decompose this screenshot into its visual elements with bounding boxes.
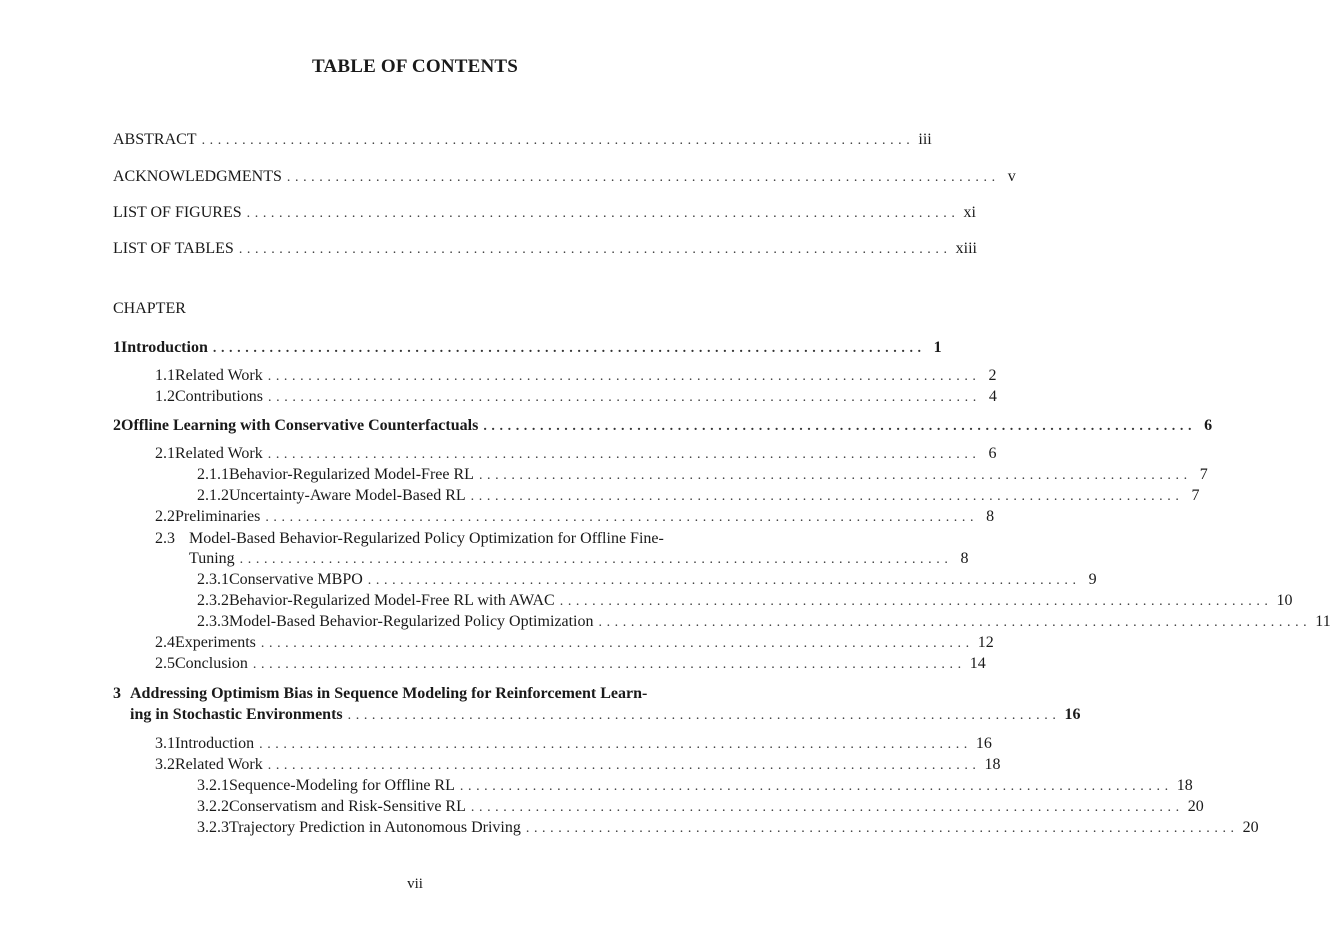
toc-subsection-3-2-2[interactable] <box>197 798 1204 820</box>
section-number: 3.1 <box>155 735 175 752</box>
chapter-number: 3 <box>113 685 121 702</box>
dot-leader: ........................................................................................ <box>246 206 960 221</box>
subsection-page: 18 <box>1176 777 1193 794</box>
toc-section-2-2[interactable] <box>155 508 995 530</box>
dot-leader: ........................................................................................ <box>267 758 981 773</box>
toc-chapter-2[interactable] <box>113 417 1213 439</box>
subsection-title: Conservatism and Risk-Sensitive RL <box>229 798 466 815</box>
toc-entry-list-of-figures[interactable] <box>113 204 976 226</box>
dot-leader: ........................................................................................ <box>478 468 1192 483</box>
toc-chapter-3-line2[interactable] <box>130 706 1081 728</box>
subsection-number: 2.3.3 <box>197 613 229 630</box>
toc-subsection-3-2-3[interactable] <box>197 819 1259 841</box>
section-page: 8 <box>986 508 995 525</box>
dot-leader: ........................................................................................ <box>267 447 981 462</box>
subsection-number: 3.2.2 <box>197 798 229 815</box>
chapter-title: Introduction <box>121 339 208 356</box>
chapter-title: Addressing Optimism Bias in Sequence Modeling for Reinforcement Learn- <box>130 685 648 702</box>
dot-leader: ........................................................................................ <box>367 573 1081 588</box>
chapter-title: Offline Learning with Conservative Counterfactuals <box>121 417 479 434</box>
subsection-title: Behavior-Regularized Model-Free RL <box>229 466 474 483</box>
dot-leader: ........................................................................................ <box>260 636 974 651</box>
section-title: Related Work <box>175 756 263 773</box>
toc-subsection-2-3-1[interactable] <box>197 571 1097 593</box>
toc-subsection-2-1-1[interactable] <box>197 466 1208 488</box>
toc-entry-page: xi <box>963 204 976 221</box>
toc-entry-label: ABSTRACT <box>113 131 197 148</box>
section-number: 1.2 <box>155 388 175 405</box>
section-page: 6 <box>988 445 997 462</box>
section-title: Preliminaries <box>175 508 261 525</box>
toc-section-2-3-line2[interactable] <box>189 550 969 572</box>
toc-chapter-1[interactable] <box>113 339 942 361</box>
toc-section-2-4[interactable] <box>155 634 994 656</box>
section-title: Model-Based Behavior-Regularized Policy Optimization for Offline Fine- <box>189 530 664 547</box>
dot-leader: ........................................................................................ <box>286 170 1000 185</box>
dot-leader: ........................................................................................ <box>212 341 926 356</box>
toc-entry-list-of-tables[interactable] <box>113 240 977 262</box>
toc-subsection-3-2-1[interactable] <box>197 777 1193 799</box>
section-page: 18 <box>984 756 1001 773</box>
section-title: Related Work <box>175 367 263 384</box>
section-page: 16 <box>975 735 992 752</box>
subsection-title: Model-Based Behavior-Regularized Policy Optimization <box>229 613 594 630</box>
toc-entry-label: LIST OF TABLES <box>113 240 234 257</box>
subsection-page: 11 <box>1315 613 1331 630</box>
toc-section-3-1[interactable] <box>155 735 992 757</box>
dot-leader: ........................................................................................ <box>252 657 966 672</box>
chapter-page: 1 <box>933 339 942 356</box>
section-title-continued: Tuning <box>189 550 235 567</box>
section-page: 14 <box>969 655 986 672</box>
section-number: 3.2 <box>155 756 175 773</box>
subsection-number: 2.3.2 <box>197 592 229 609</box>
section-title: Conclusion <box>175 655 248 672</box>
toc-section-2-3-line1[interactable] <box>155 530 664 548</box>
dot-leader: ........................................................................................ <box>483 419 1197 434</box>
subsection-page: 20 <box>1187 798 1204 815</box>
toc-entry-label: LIST OF FIGURES <box>113 204 242 221</box>
section-number: 1.1 <box>155 367 175 384</box>
chapter-title-continued: ing in Stochastic Environments <box>130 706 343 723</box>
dot-leader: ........................................................................................ <box>559 594 1273 609</box>
section-number: 2.3 <box>155 530 175 547</box>
section-number: 2.2 <box>155 508 175 525</box>
dot-leader: ........................................................................................ <box>265 510 979 525</box>
toc-section-1-2[interactable] <box>155 388 997 410</box>
subsection-page: 7 <box>1199 466 1208 483</box>
subsection-number: 2.1.1 <box>197 466 229 483</box>
section-title: Contributions <box>175 388 264 405</box>
subsection-number: 2.1.2 <box>197 487 229 504</box>
chapter-page: 16 <box>1064 706 1081 723</box>
toc-entry-acknowledgments[interactable] <box>113 168 1016 190</box>
subsection-title: Sequence-Modeling for Offline RL <box>229 777 455 794</box>
section-title: Introduction <box>175 735 255 752</box>
toc-chapter-3-line1[interactable] <box>113 685 647 703</box>
dot-leader: ........................................................................................ <box>268 390 981 405</box>
toc-entry-page: iii <box>918 131 932 148</box>
section-title: Experiments <box>175 634 256 651</box>
section-number: 2.4 <box>155 634 175 651</box>
toc-entry-page: xiii <box>955 240 977 257</box>
toc-subsection-2-1-2[interactable] <box>197 487 1200 509</box>
subsection-number: 3.2.3 <box>197 819 229 836</box>
toc-section-3-2[interactable] <box>155 756 1001 778</box>
dot-leader: ........................................................................................ <box>525 821 1239 836</box>
section-page: 2 <box>988 367 997 384</box>
subsection-page: 7 <box>1191 487 1200 504</box>
dot-leader: ........................................................................................ <box>470 489 1184 504</box>
dot-leader: ........................................................................................ <box>470 800 1184 815</box>
dot-leader: ........................................................................................ <box>347 708 1061 723</box>
subsection-number: 3.2.1 <box>197 777 229 794</box>
toc-subsection-2-3-3[interactable] <box>197 613 1331 635</box>
page-number: vii <box>407 876 423 892</box>
toc-subsection-2-3-2[interactable] <box>197 592 1293 614</box>
section-title: Related Work <box>175 445 263 462</box>
toc-section-2-5[interactable] <box>155 655 986 677</box>
toc-section-1-1[interactable] <box>155 367 997 389</box>
toc-section-2-1[interactable] <box>155 445 997 467</box>
section-number: 2.1 <box>155 445 175 462</box>
toc-entry-label: ACKNOWLEDGMENTS <box>113 168 282 185</box>
chapter-page: 6 <box>1204 417 1213 434</box>
subsection-title: Trajectory Prediction in Autonomous Driving <box>229 819 521 836</box>
dot-leader: ........................................................................................ <box>459 779 1173 794</box>
chapter-number: 1 <box>113 339 121 356</box>
chapter-number: 2 <box>113 417 121 434</box>
dot-leader: ........................................................................................ <box>598 615 1312 630</box>
section-page: 4 <box>988 388 997 405</box>
subsection-page: 20 <box>1242 819 1259 836</box>
dot-leader: ........................................................................................ <box>267 369 981 384</box>
subsection-page: 9 <box>1088 571 1097 588</box>
dot-leader: ........................................................................................ <box>239 552 953 567</box>
section-page: 12 <box>977 634 994 651</box>
subsection-page: 10 <box>1276 592 1293 609</box>
subsection-title: Uncertainty-Aware Model-Based RL <box>229 487 466 504</box>
subsection-number: 2.3.1 <box>197 571 229 588</box>
subsection-title: Behavior-Regularized Model-Free RL with AWAC <box>229 592 555 609</box>
dot-leader: ........................................................................................ <box>201 133 915 148</box>
dot-leader: ........................................................................................ <box>259 737 972 752</box>
dot-leader: ........................................................................................ <box>238 242 952 257</box>
section-page: 8 <box>960 550 969 567</box>
page-title: TABLE OF CONTENTS <box>311 56 519 77</box>
section-number: 2.5 <box>155 655 175 672</box>
toc-entry-page: v <box>1007 168 1016 185</box>
toc-entry-abstract[interactable] <box>113 131 932 153</box>
subsection-title: Conservative MBPO <box>229 571 363 588</box>
chapter-heading: CHAPTER <box>113 300 186 317</box>
